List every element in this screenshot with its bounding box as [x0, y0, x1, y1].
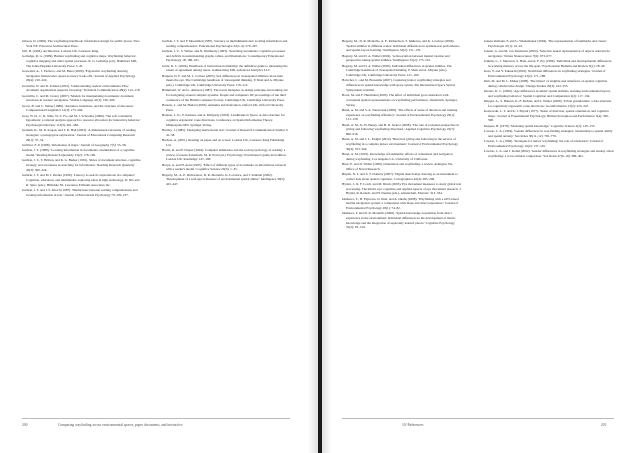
reference-entry: Gray, W. D., C. R. Sims, W.-T. Fu, and M. J. Schoelles (2006). 'The soft constraints hypothesis: a rational analysis approach to resource allocation for interactive behavior.' Psychological Review 113(3): 461–482.: [22, 113, 141, 128]
reference-entry: Hudson, A. (2001). Reading on paper and on screen. London UK, Laurence King Publishing Ltd.: [162, 137, 285, 147]
reference-entry: Lawton, C. A. (1996). 'Strategies for indoor wayfinding: the role of orientation.' Journal of Environmental Psychology 16(2): 137–145.: [484, 139, 604, 148]
reference-entry: Golledge, R. G. (1999). Human wayfinding and cognitive maps. Wayfinding behavior: cognitive mapping and other spatial processes. R. G. Golledge (ed.). Baltimore MD, The Johns Hopkins University Press: 5–45.: [22, 54, 138, 68]
right-page: [322, 0, 640, 453]
reference-entry: Haryu, A. and H. Aoki (1997). 'Effect of different types of documents on information retrieval with a reader's model.' Cognitive Science 26(3): 1–35.: [162, 162, 287, 172]
reference-entry: Ishikawa, T. and D. R. Montello (2006). 'Spatial knowledge acquisition from direct experience in the environment: individual differences in the development of metric knowledge and the integration of separately learned places.' Cognitive Psychology 52(2): 93–129.: [342, 211, 456, 230]
reference-entry: Gulliver, F. P. (1908). 'Orientation of maps.' Journal of Geography 7(3): 55–58.: [22, 143, 127, 148]
reference-column-right-1: [342, 39, 462, 231]
gutter-shadow: [322, 0, 332, 453]
reference-entry: Graham, K., M. R. Kogan, and T. R. Hall (2003). 'A dimensional taxonomy of reading strategies: a pedagogical exploration.' Journal of Educational Computing Research 29(1): 37–54.: [22, 128, 136, 142]
footer-rule: [342, 418, 614, 419]
reference-entry: Hanson, L. K., P. Karkeet, and A. Killgrady (2003). Landmarks in Space. A data structure for cognitive ergonomic route directions. Conference on Spatial Information Theory. Minneapolis MN, Springer Verlag.: [162, 113, 285, 127]
reference-entry: Janzen, G. and M. van Turennout (2004). 'Selective neural representation of objects relevant for navigation.' Nature Neuroscience 7(6): 673–677.: [484, 49, 611, 58]
reference-entry: Hegarty, M., A. E. Richardson, D. R. Montello, K. Lovelace, and I. Subbiah (2002). 'Development of a self-report measure of environmental spatial ability.' Intelligence 30(5): 425–447.: [162, 172, 286, 186]
reference-entry: Guthrie, J. T., S. Weber, and N. Kimmerly (1993). 'Searching documents: cognitive processes and deficits in understanding graphs, tables, and illustrations.' Contemporary Educational Psychology 18: 186–221.: [162, 49, 286, 63]
reference-entry: Horst, M. and F. Herrmann (2003). The effect of individual goal orientation with conceptual spatial representations on wayfinding performance. Osnabrück, Springer-Verlag.: [342, 93, 458, 107]
reference-entry: Kato, Y. and Y. Takeuchi (2003). 'Individual differences in wayfinding strategies.' Journal of Environmental Psychology 23(2): 171–188.: [484, 69, 606, 78]
reference-entry: Kim, M. and M. L. Maher (2008). 'The impact of tangible user interfaces on spatial cognition during collaborative design.' Design Studies 29(3): 222–253.: [484, 79, 608, 88]
reference-entry: Guthrie, J. T. (1988). 'Locating information in documents: examination of a cognitive model.' Reading Research Quarterly 23(2): 178–199.: [22, 148, 135, 158]
running-title: 10/ References: [402, 423, 424, 427]
reference-entry: Guthrie, J. T., T. Britten, and K. G. Barker (1991). 'Roles of document structure, cognitive strategy, and awareness in searching for information.' Reading Research Quarterly 26(3): 300–324.: [22, 158, 141, 172]
reference-entry: Guthrie, J. T. and I. S. Kirsch (1987). 'Distinctions between reading comprehension and locating information in text.' Journal of Educational Psychology 79: 220–227.: [22, 187, 138, 197]
reference-entry: Hyönä, J., R. F. Lorch, and M. Rinck (2003). Eye movement measures to study global text processing. The mind's eye: cognitive and applied aspects of eye movement research. J. Hyönä, R. Radach, and H. Deubel (eds.). Amsterdam, Elsevier: 313–334.: [342, 181, 462, 196]
reference-entry: Gibson, D. (2009). The wayfinding handbook: information design for public places. New York NY, Princeton Architectural Press.: [22, 39, 140, 48]
left-page: [0, 0, 318, 453]
reference-entry: Hund, A. M., K. H. Haney, and B. D. Seanor (2008). 'The role of recipient perspective in giving and following wayfinding directions.' Applied Cognitive Psychology 22(7): 896–916.: [342, 122, 460, 136]
reference-entry: Jansen-Osmann, P. and G. Wiedenbauer (2004). 'The representation of landmarks and routes.' Psychologia 47(1): 10–22.: [484, 39, 608, 48]
reference-entry: Halpern, D. F. and M. L. Collaer (2005). Sex differences in visuospatial abilities: more than meets the eye. The Cambridge handbook of visuospatial thinking. P. Shah and A. Miyake (eds.). Cambridge UK, Cambridge University Press: 170–212.: [162, 73, 284, 88]
reference-entry: Hund, A. M. and J. L. Padgitt (2010). 'Direction giving and following in the service of wayfinding in a complex indoor environment.' Journal of Environmental Psychology 30(4): 553–564.: [342, 137, 458, 151]
reference-entry: Hund, A. M. (2005). Knowledge of landmarks: effects of orientation and navigation during wayfinding. Los Angeles CA, University of California.: [342, 151, 453, 161]
reference-column-left-2: [162, 39, 290, 187]
reference-entry: Hartley, J. (1985). 'Designing instructional text.' Journal of Research Communication Studies 3: 41–58.: [162, 127, 289, 137]
footer-rule: [22, 418, 290, 419]
reference-entry: Hegarty, M. and D. A. Waller (2004). 'A dissociation between mental rotation and perspective-taking spatial abilities.' Intelligence 32(2): 175–191.: [342, 53, 450, 63]
reference-entry: Hegarty, M., D. R. Montello, A. E. Richardson, T. Ishikawa, and K. Lovelace (2006). 'Spatial abilities at different scales: individual differences in aptitude-test performance and spatial-layout learning.' Intelligence 34(2): 151–176.: [342, 39, 460, 53]
reference-entry: Gill, B. (1994). Architecture. London UK, Laurence King.: [22, 49, 99, 53]
reference-column-left-1: [22, 39, 142, 198]
reference-entry: Hanson, L. and M. Hutton (2003). Attitudes and motivation. Oxford UK, Oxford University Press.: [162, 103, 284, 112]
reference-entry: Hegarty, M. and D. A. Waller (2005). Individual differences in spatial abilities. The Cambridge handbook of visuospatial thinking. P. Shah and A. Miyake (eds.). Cambridge UK, Cambridge University Press: 121–169.: [342, 63, 452, 78]
reference-entry: Grosz, B. and C. Sidner (1986). 'Attention, intentions, and the structure of discourse.' Computational Linguistics 12(3): 175–204.: [22, 103, 135, 113]
reference-entry: Ishikawa, T., H. Fujiwara, O. Imai, and A. Okabe (2008). 'Wayfinding with a GPS-based mobile navigation system: a comparison with maps and direct experience.' Journal of Environmental Psychology 28(1): 74–82.: [342, 196, 459, 211]
reference-entry: Kirasic, K. C. (2000). 'Age differences in adults' spatial abilities, learning environmental layout, and wayfinding behavior.' Spatial Cognition and Computation 2(2): 117–134.: [484, 89, 611, 98]
reference-entry: Guthrie, J. T. and M. I. Dreher (1990). 'Literacy as search: explorations via computer.' Cognition, education, and multimedia: exploring ideas in high technology. D. Nix and R. Spiro (eds.). Hillsdale NJ, Lawrence Erlbaum Associates Inc.: [22, 173, 140, 187]
reference-column-right-2: [484, 39, 614, 159]
page-number: 200: [22, 423, 28, 427]
reference-entry: Lawton, C. A. and J. Kallai (2002). 'Gender differences in wayfinding strategies and anxiety about wayfinding: a cross-cultural comparison.' Sex Roles 47(9–10): 389–401.: [484, 149, 614, 158]
page-number: 201: [601, 423, 607, 427]
reference-entry: Kozlowski, L. T. and K. J. Bryant (1977). 'Sense of direction, spatial orientation, and cognitive maps.' Journal of Experimental Psychology: Human Perception and Performance 3(4): 590–598.: [484, 109, 610, 123]
reference-entry: Granville, D. and R. Tolman (2001). 'Understanding readers' environments: How document organization supports browsing.' Technical Communication 48(2): 101–118.: [22, 83, 141, 93]
running-title: Comparing wayfinding across environmental spaces, paper documents, and interactive: [58, 423, 183, 427]
reference-entry: Huynh, N. T. and S. T. Doherty (2007). 'Digital sketch-map drawing as an instrument to collect data about spatial cognition.' Cartographica 42(4): 285–296.: [342, 171, 458, 181]
reference-entry: Guthrie, J. T. and P. Mosenthal (1987). 'Literacy as multidimensional: locating information and reading comprehension.' Educational Psychologist 22(3–4): 279–297.: [162, 39, 288, 48]
reference-entry: Lawton, C. A. (1994). 'Gender differences in way-finding strategies: relationship to spatial ability and spatial anxiety.' Sex Roles 30(11–12): 765–779.: [484, 129, 613, 138]
reference-entry: Harris, R. and P. Draper (2004). Computer simulation and the social psychology of reading: a review of research methods. M. R. Pratt (ed.). Psychology: Practitioner's guide 2nd edition. London UK, Routledge: 147–190.: [162, 147, 287, 162]
reference-entry: Klippel, A., S. Hansen, K.-F. Richter, and S. Winter (2009). 'Urban granularities: a data structure for cognitively ergonomic route directions.' GeoInformatica 13(2): 223–247.: [484, 99, 612, 108]
reference-entry: Granville, C. and M. Cressy (2007). 'Models for manipulating documents: document structures in readers' navigation.' Visible Language 41(3): 190–209.: [22, 93, 134, 103]
reference-entry: Gärtz, R. C. (2004). Handbook of instructional reliability: the definitive guide to measuring the extent of agreement among raters. Gaithersburg MD, Advanced Analytics LLC.: [162, 63, 288, 73]
reference-entry: Hunt, E. and D. Waller (1999). Orientation and wayfinding: a review. Arlington VA, Office of Naval Research.: [342, 161, 453, 171]
reference-entry: Goswami, A., J. Pacheco, and M. Baier (2009). 'Ergonomic wayfinding drawing navigation frameworks: speed-accuracy trade-offs.' Journal of Applied Psychology 26(4): 210–224.: [22, 69, 136, 83]
reference-entry: Hammond, W. and L. Allinson (1987). The travel metaphor as design principle and training aid for navigating around complex systems. People and computers III: proceedings of the third conference of the British Computer Society. Cambridge UK, Cambridge University Press.: [162, 88, 288, 102]
reference-entry: Hund, A. M. and S. A. Nazarczuk (2009). 'The effects of sense of direction and training experience on wayfinding efficiency.' Journal of Environmental Psychology 29(1): 151–159.: [342, 107, 458, 122]
reference-entry: Kuipers, B. (1978). 'Modeling spatial knowledge.' Cognitive Science 2(2): 129–153.: [484, 123, 596, 128]
reference-entry: Holscher, C. and M. Brosamle (2007). Capturing indoor wayfinding strategies and differences in spatial knowledge with space syntax. 6th International Space Syntax Symposium, Istanbul.: [342, 78, 456, 92]
gutter-shadow: [308, 0, 318, 453]
reference-entry: Jenkins, L., J. Myerson, S. Hale, and A. F. Fry (1999). 'Individual and developmental differences in working memory across the life span.' Psychonomic Bulletin and Review 6(1): 28–40.: [484, 59, 612, 68]
